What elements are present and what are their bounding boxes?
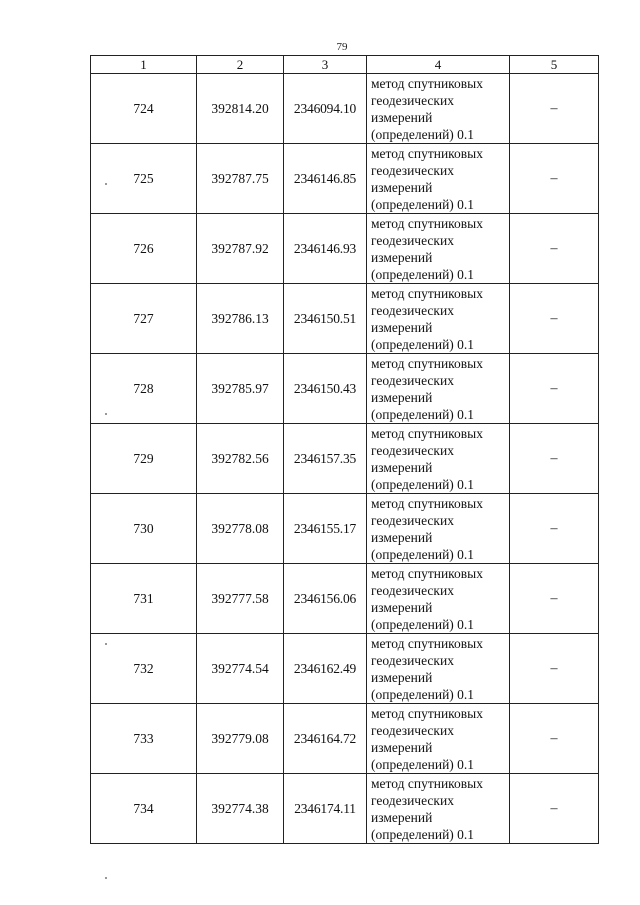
method-line: метод спутниковых: [371, 775, 483, 791]
method-cell: [367, 144, 510, 214]
method-line: измерений: [371, 599, 433, 615]
method-line: метод спутниковых: [371, 705, 483, 721]
table-row: [91, 74, 599, 144]
x-coordinate-cell: 392779.08: [197, 704, 284, 774]
method-line: метод спутниковых: [371, 565, 483, 581]
y-coordinate-cell: 2346157.35: [284, 424, 367, 494]
y-coordinate-cell: 2346150.43: [284, 354, 367, 424]
method-line: измерений: [371, 109, 433, 125]
method-cell: [367, 74, 510, 144]
method-line: геодезических: [371, 722, 454, 738]
x-coordinate-cell: 392786.13: [197, 284, 284, 354]
method-line: измерений: [371, 249, 433, 265]
method-line: метод спутниковых: [371, 145, 483, 161]
y-coordinate-cell: 2346094.10: [284, 74, 367, 144]
method-line: метод спутниковых: [371, 285, 483, 301]
method-line: геодезических: [371, 302, 454, 318]
point-number-cell: 726: [91, 214, 197, 284]
point-number-cell: 729: [91, 424, 197, 494]
x-coordinate-cell: 392785.97: [197, 354, 284, 424]
y-coordinate-cell: 2346150.51: [284, 284, 367, 354]
method-line: метод спутниковых: [371, 75, 483, 91]
method-line: геодезических: [371, 162, 454, 178]
table-row: [91, 564, 599, 634]
method-line: измерений: [371, 459, 433, 475]
method-cell: [367, 494, 510, 564]
table-row: [91, 144, 599, 214]
point-number-cell: 731: [91, 564, 197, 634]
method-cell: [367, 564, 510, 634]
header-col-5: 5: [510, 56, 599, 74]
x-coordinate-cell: 392778.08: [197, 494, 284, 564]
method-line: геодезических: [371, 512, 454, 528]
table-row: [91, 494, 599, 564]
method-line: измерений: [371, 529, 433, 545]
column-5-cell: –: [510, 564, 599, 634]
method-cell: [367, 774, 510, 844]
x-coordinate-cell: 392787.75: [197, 144, 284, 214]
column-5-cell: –: [510, 214, 599, 284]
scan-speck: [105, 413, 107, 415]
method-line: измерений: [371, 179, 433, 195]
table-row: [91, 424, 599, 494]
column-5-cell: –: [510, 494, 599, 564]
point-number-cell: 725: [91, 144, 197, 214]
y-coordinate-cell: 2346164.72: [284, 704, 367, 774]
y-coordinate-cell: 2346155.17: [284, 494, 367, 564]
scan-speck: [105, 183, 107, 185]
method-line: метод спутниковых: [371, 635, 483, 651]
x-coordinate-cell: 392774.38: [197, 774, 284, 844]
method-line: измерений: [371, 389, 433, 405]
method-line: (определений) 0.1: [371, 756, 475, 772]
method-cell: [367, 354, 510, 424]
method-line: геодезических: [371, 372, 454, 388]
header-col-2: 2: [197, 56, 284, 74]
method-line: геодезических: [371, 442, 454, 458]
method-line: измерений: [371, 809, 433, 825]
point-number-cell: 733: [91, 704, 197, 774]
method-line: измерений: [371, 319, 433, 335]
header-col-4: 4: [367, 56, 510, 74]
column-5-cell: –: [510, 634, 599, 704]
method-line: (определений) 0.1: [371, 266, 475, 282]
x-coordinate-cell: 392774.54: [197, 634, 284, 704]
table-row: [91, 634, 599, 704]
page-number: 79: [336, 41, 348, 53]
table-header-row: [91, 56, 599, 74]
method-line: геодезических: [371, 792, 454, 808]
scan-speck: [105, 877, 107, 879]
table-row: [91, 704, 599, 774]
coordinates-table: [90, 55, 599, 844]
method-line: измерений: [371, 739, 433, 755]
x-coordinate-cell: 392814.20: [197, 74, 284, 144]
y-coordinate-cell: 2346146.93: [284, 214, 367, 284]
method-line: метод спутниковых: [371, 355, 483, 371]
scan-speck: [105, 643, 107, 645]
method-cell: [367, 634, 510, 704]
point-number-cell: 734: [91, 774, 197, 844]
table-row: [91, 214, 599, 284]
method-line: геодезических: [371, 232, 454, 248]
point-number-cell: 730: [91, 494, 197, 564]
table-row: [91, 284, 599, 354]
method-line: (определений) 0.1: [371, 196, 475, 212]
method-line: геодезических: [371, 582, 454, 598]
point-number-cell: 732: [91, 634, 197, 704]
y-coordinate-cell: 2346146.85: [284, 144, 367, 214]
method-line: (определений) 0.1: [371, 686, 475, 702]
point-number-cell: 727: [91, 284, 197, 354]
method-line: (определений) 0.1: [371, 546, 475, 562]
method-line: геодезических: [371, 92, 454, 108]
method-cell: [367, 214, 510, 284]
method-cell: [367, 424, 510, 494]
method-line: (определений) 0.1: [371, 616, 475, 632]
method-line: (определений) 0.1: [371, 336, 475, 352]
method-line: метод спутниковых: [371, 495, 483, 511]
column-5-cell: –: [510, 424, 599, 494]
method-cell: [367, 284, 510, 354]
y-coordinate-cell: 2346162.49: [284, 634, 367, 704]
point-number-cell: 728: [91, 354, 197, 424]
method-line: метод спутниковых: [371, 215, 483, 231]
column-5-cell: –: [510, 144, 599, 214]
table-row: [91, 354, 599, 424]
column-5-cell: –: [510, 704, 599, 774]
header-col-1: 1: [91, 56, 197, 74]
method-line: (определений) 0.1: [371, 476, 475, 492]
y-coordinate-cell: 2346156.06: [284, 564, 367, 634]
table-row: [91, 774, 599, 844]
header-col-3: 3: [284, 56, 367, 74]
method-line: метод спутниковых: [371, 425, 483, 441]
column-5-cell: –: [510, 284, 599, 354]
x-coordinate-cell: 392787.92: [197, 214, 284, 284]
x-coordinate-cell: 392777.58: [197, 564, 284, 634]
column-5-cell: –: [510, 774, 599, 844]
method-line: (определений) 0.1: [371, 826, 475, 842]
method-line: (определений) 0.1: [371, 406, 475, 422]
y-coordinate-cell: 2346174.11: [284, 774, 367, 844]
method-line: (определений) 0.1: [371, 126, 475, 142]
method-line: геодезических: [371, 652, 454, 668]
column-5-cell: –: [510, 354, 599, 424]
point-number-cell: 724: [91, 74, 197, 144]
x-coordinate-cell: 392782.56: [197, 424, 284, 494]
column-5-cell: –: [510, 74, 599, 144]
method-cell: [367, 704, 510, 774]
method-line: измерений: [371, 669, 433, 685]
